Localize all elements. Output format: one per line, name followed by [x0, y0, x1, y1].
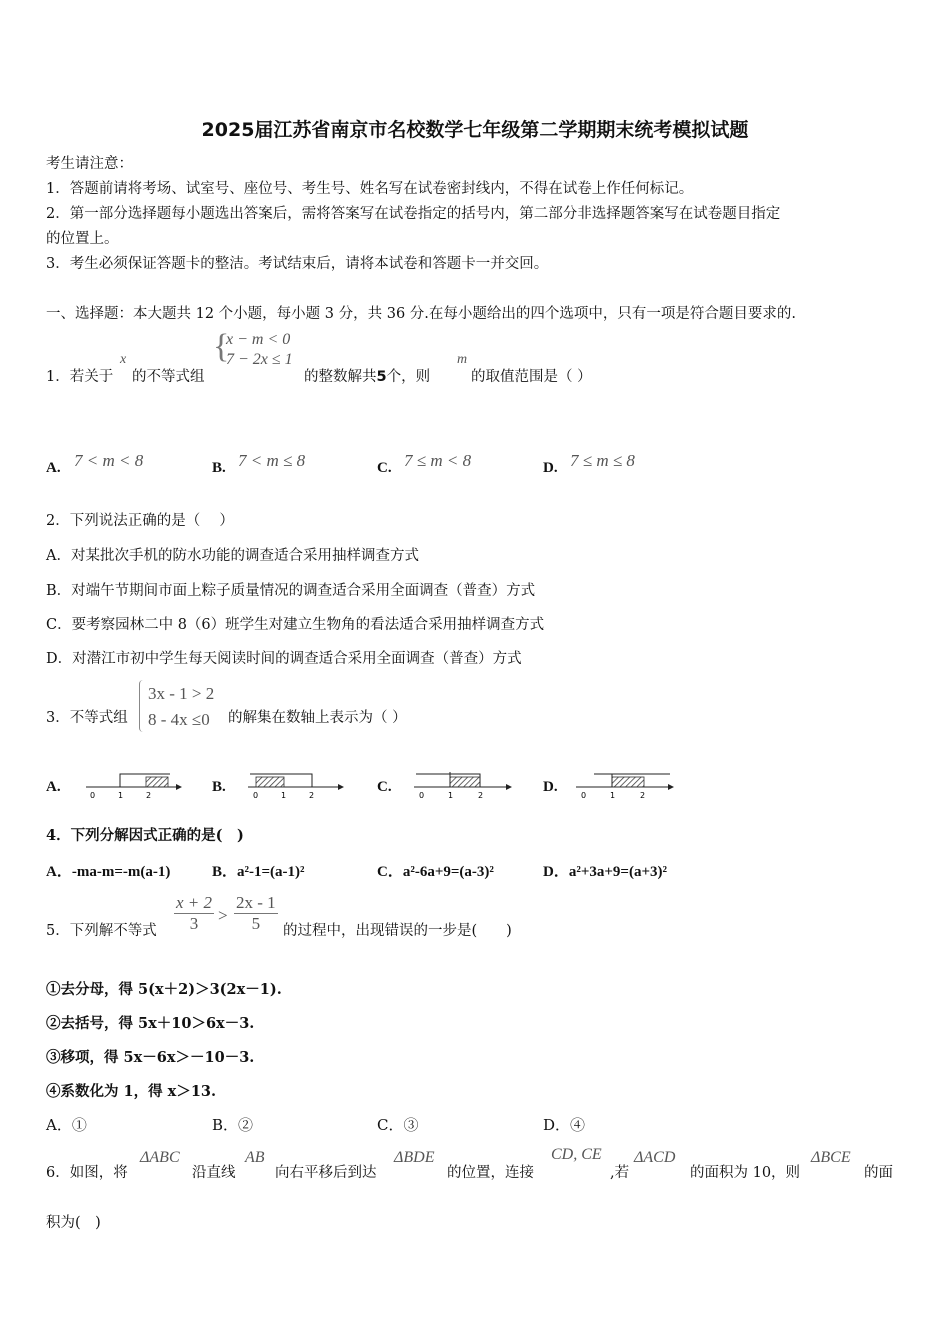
notice-item: 的位置上。 [46, 231, 119, 247]
q6-math: AB [245, 1149, 265, 1166]
option-text: a²-6a+9=(a-3)² [402, 864, 494, 880]
q5-fraction-2 [234, 893, 278, 934]
section-heading: 一、选择题：本大题共 12 个小题，每小题 3 分，共 36 分.在每小题给出的四个选项中，只有一项是符合题目要求的. [46, 306, 796, 322]
question-3-stem: 3．不等式组 [46, 710, 128, 726]
q6-text: 的面积为 10，则 [690, 1165, 801, 1181]
option-text: -ma-m=-m(a-1) [71, 864, 171, 880]
q1-option-b-value: 7 < m ≤ 8 [238, 451, 306, 470]
number-line-c[interactable] [412, 770, 516, 800]
fraction-denominator: 5 [251, 914, 261, 933]
page-title: 2025届江苏省南京市名校数学七年级第二学期期末统考模拟试题 [201, 119, 749, 141]
q1-text-part: 个，则 [386, 369, 431, 385]
q6-math: CD, CE [551, 1146, 602, 1163]
q5-gt: > [218, 906, 228, 925]
tick-label: 1 [610, 791, 616, 800]
fraction-numerator: x + 2 [176, 893, 213, 912]
q1-sys-line: 7 − 2x ≤ 1 [226, 351, 293, 368]
option-label: A． [46, 864, 72, 880]
q5-option-d[interactable]: D．④ [543, 1116, 586, 1134]
q3-option-d[interactable]: D. [543, 779, 558, 795]
option-label: C. [377, 460, 392, 476]
option-label: B． [212, 864, 238, 880]
q5-tail: 的过程中，出现错误的一步是( ) [283, 923, 512, 939]
q1-var-m: m [457, 352, 468, 367]
option-text: a²+3a+9=(a+3)² [568, 864, 668, 880]
q3-tail: 的解集在数轴上表示为（ ） [228, 710, 407, 726]
q4-option-b[interactable] [212, 860, 305, 881]
q1-option-d-value: 7 ≤ m ≤ 8 [570, 451, 635, 470]
q3-system [148, 681, 214, 733]
question-2-stem: 2．下列说法正确的是（ ） [46, 513, 234, 529]
q5-option-b[interactable]: B．② [212, 1116, 254, 1134]
q1-option-a[interactable] [46, 458, 61, 477]
q1-option-d[interactable] [543, 458, 558, 477]
notice-heading: 考生请注意： [46, 156, 133, 172]
q4-option-d[interactable] [543, 860, 667, 881]
tick-label: 1 [118, 791, 124, 800]
q1-option-c-value: 7 ≤ m < 8 [404, 451, 472, 470]
q1-num: 1． [46, 369, 70, 385]
question-5-stem: 5．下列解不等式 [46, 923, 157, 939]
q2-option-c[interactable]: C．要考察园林二中 8（6）班学生对建立生物角的看法适合采用抽样调查方式 [46, 617, 545, 633]
tick-label: 0 [581, 791, 587, 800]
q1-option-a-value: 7 < m < 8 [74, 451, 144, 470]
option-label: D． [543, 864, 569, 880]
q1-text: 若关于 [69, 369, 114, 385]
q6-math: ΔABC [140, 1149, 180, 1166]
q1-text: 的不等式组 [132, 369, 205, 385]
q1-sys-line: x − m < 0 [226, 331, 291, 348]
q5-option-a[interactable]: A．① [46, 1116, 87, 1134]
tick-label: 2 [478, 791, 484, 800]
q2-option-b[interactable]: B．对端午节期间市面上粽子质量情况的调查适合采用全面调查（普查）方式 [46, 583, 536, 599]
option-label: B. [212, 460, 226, 476]
q6-math: ΔBCE [811, 1149, 851, 1166]
option-label: D. [543, 460, 558, 476]
question-1-stem [46, 365, 113, 386]
notice-item: 2．第一部分选择题每小题选出答案后，需将答案写在试卷指定的括号内，第二部分非选择题答案写在试卷题目指定 [46, 206, 781, 222]
q5-option-c[interactable]: C．③ [377, 1116, 419, 1134]
q1-option-b[interactable] [212, 458, 226, 477]
q3-sys-line: 8 - 4x ≤0 [148, 710, 210, 729]
q4-option-c[interactable] [377, 860, 494, 881]
q6-math: ΔACD [634, 1149, 676, 1166]
tick-label: 0 [90, 791, 96, 800]
q5-step: ②去括号，得 5x＋10＞6x－3. [46, 1015, 255, 1032]
tick-label: 2 [309, 791, 315, 800]
q6-text: 向右平移后到达 [275, 1165, 377, 1181]
q1-text-part: 的整数解共 [304, 369, 377, 385]
q5-step: ④系数化为 1，得 x＞13. [46, 1083, 217, 1100]
number-line-a[interactable] [84, 770, 184, 800]
q1-var-x: x [120, 352, 127, 367]
q1-count: 5 [376, 369, 387, 385]
tick-label: 1 [281, 791, 287, 800]
notice-item: 1．答题前请将考场、试室号、座位号、考生号、姓名写在试卷密封线内，不得在试卷上作任何标记。 [46, 181, 694, 197]
q1-text [304, 365, 430, 386]
q6-text-line2: 积为( ) [46, 1215, 101, 1231]
q5-step: ③移项，得 5x－6x＞－10－3. [46, 1049, 255, 1066]
q6-text: 沿直线 [192, 1165, 236, 1181]
question-6-stem: 6．如图，将 [46, 1165, 128, 1181]
tick-label: 0 [419, 791, 425, 800]
tick-label: 2 [146, 791, 152, 800]
option-label: C． [377, 864, 403, 880]
tick-label: 1 [448, 791, 454, 800]
q1-system [226, 330, 293, 370]
number-line-b[interactable] [246, 770, 346, 800]
q5-fraction-1 [174, 893, 214, 934]
q6-math: ΔBDE [394, 1149, 435, 1166]
q2-option-d[interactable]: D．对潜江市初中学生每天阅读时间的调查适合采用全面调查（普查）方式 [46, 651, 522, 667]
q5-step: ①去分母，得 5(x＋2)＞3(2x－1). [46, 981, 282, 998]
q6-text: ,若 [610, 1165, 630, 1181]
q3-option-a[interactable]: A. [46, 779, 61, 795]
fraction-numerator: 2x - 1 [236, 893, 276, 912]
q3-sys-line: 3x - 1 > 2 [148, 684, 215, 703]
q1-text: 的取值范围是（ ） [471, 369, 592, 385]
notice-item: 3．考生必须保证答题卡的整洁。考试结束后，请将本试卷和答题卡一并交回。 [46, 256, 549, 272]
q4-option-a[interactable] [46, 860, 170, 881]
q2-option-a[interactable]: A．对某批次手机的防水功能的调查适合采用抽样调查方式 [46, 548, 419, 564]
brace-icon: { [213, 328, 230, 365]
number-line-d[interactable] [574, 770, 678, 800]
fraction-denominator: 3 [189, 914, 199, 933]
tick-label: 0 [253, 791, 259, 800]
brace-icon [139, 680, 146, 732]
q6-text: 的位置，连接 [447, 1165, 534, 1181]
q1-option-c[interactable] [377, 458, 392, 477]
option-text: a²-1=(a-1)² [237, 864, 305, 880]
q3-option-c[interactable]: C. [377, 779, 392, 795]
option-label: A. [46, 460, 61, 476]
q3-option-b[interactable]: B. [212, 779, 226, 795]
q6-text: 的面 [864, 1165, 893, 1181]
question-4-stem: 4．下列分解因式正确的是( ) [46, 827, 244, 844]
tick-label: 2 [640, 791, 646, 800]
